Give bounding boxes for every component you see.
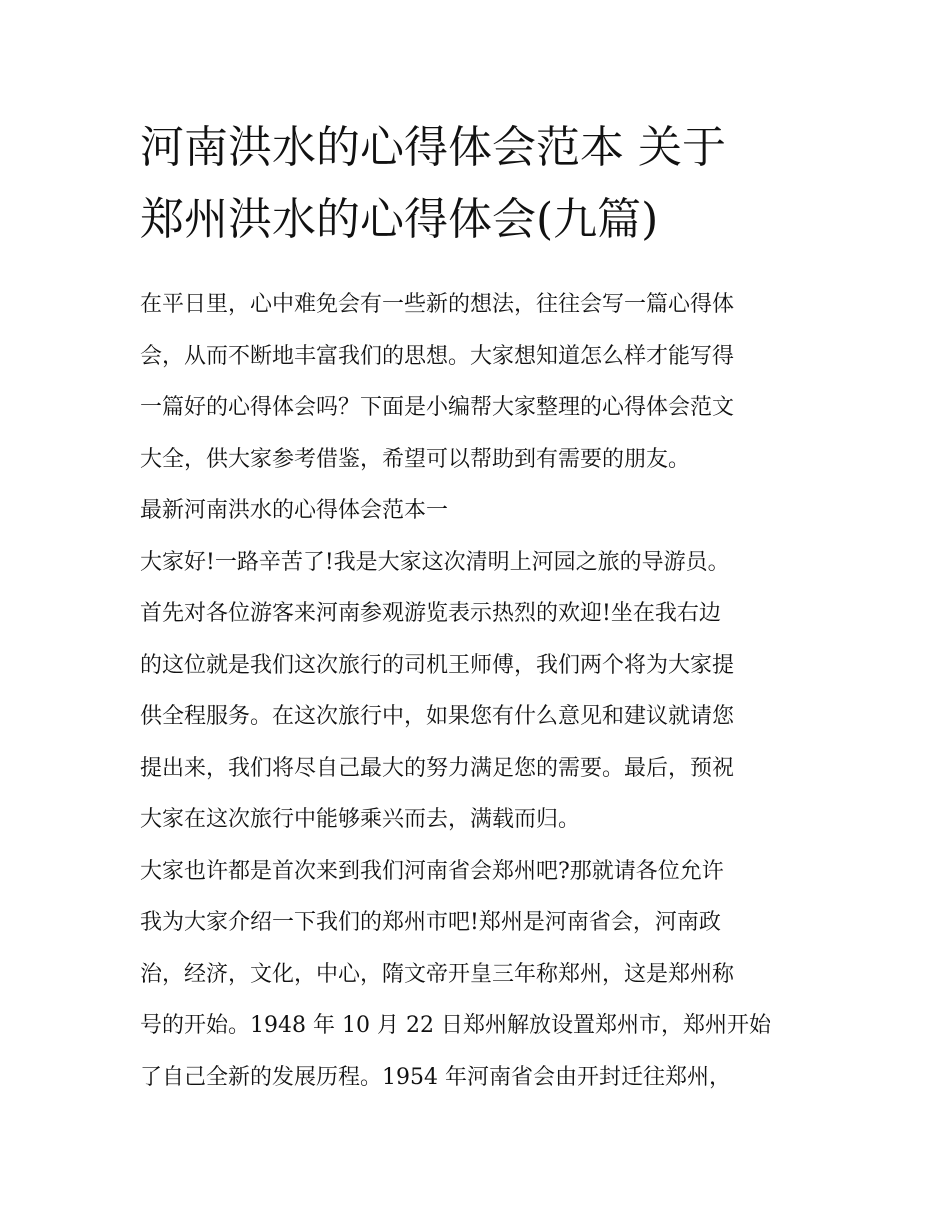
- body-line: 会，从而不断地丰富我们的思想。大家想知道怎么样才能写得: [140, 343, 735, 369]
- title-line-2: 郑州洪水的心得体会(九篇): [140, 194, 659, 245]
- body-line: 治，经济，文化，中心，隋文帝开皇三年称郑州，这是郑州称: [140, 961, 735, 987]
- body-line: 大家也许都是首次来到我们河南省会郑州吧?那就请各位允许: [140, 858, 724, 884]
- body-line: 大全，供大家参考借鉴，希望可以帮助到有需要的朋友。: [140, 446, 691, 472]
- body-line: 提出来，我们将尽自己最大的努力满足您的需要。最后，预祝: [140, 755, 735, 781]
- document-body: [140, 279, 820, 1103]
- body-line: 供全程服务。在这次旅行中，如果您有什么意见和建议就请您: [140, 704, 735, 729]
- document-title: [140, 112, 820, 256]
- title-line-1: 河南洪水的心得体会范本 关于: [140, 122, 726, 173]
- body-line: 一篇好的心得体会吗？下面是小编帮大家整理的心得体会范文: [140, 395, 735, 420]
- body-line: 号的开始。1948 年 10 月 22 日郑州解放设置郑州市，郑州开始: [140, 1013, 771, 1038]
- section-heading: 最新河南洪水的心得体会范本一: [140, 498, 449, 523]
- body-line: 了自己全新的发展历程。1954 年河南省会由开封迁往郑州，: [140, 1064, 731, 1090]
- body-line: 我为大家介绍一下我们的郑州市吧!郑州是河南省会，河南政: [140, 910, 721, 935]
- body-line: 首先对各位游客来河南参观游览表示热烈的欢迎!坐在我右边: [140, 601, 721, 626]
- body-line: 的这位就是我们这次旅行的司机王师傅，我们两个将为大家提: [140, 652, 735, 678]
- body-line: 大家好!一路辛苦了!我是大家这次清明上河园之旅的导游员。: [140, 549, 730, 575]
- body-line: 大家在这次旅行中能够乘兴而去，满载而归。: [140, 807, 581, 832]
- body-line: 在平日里，心中难免会有一些新的想法，往往会写一篇心得体: [140, 292, 735, 317]
